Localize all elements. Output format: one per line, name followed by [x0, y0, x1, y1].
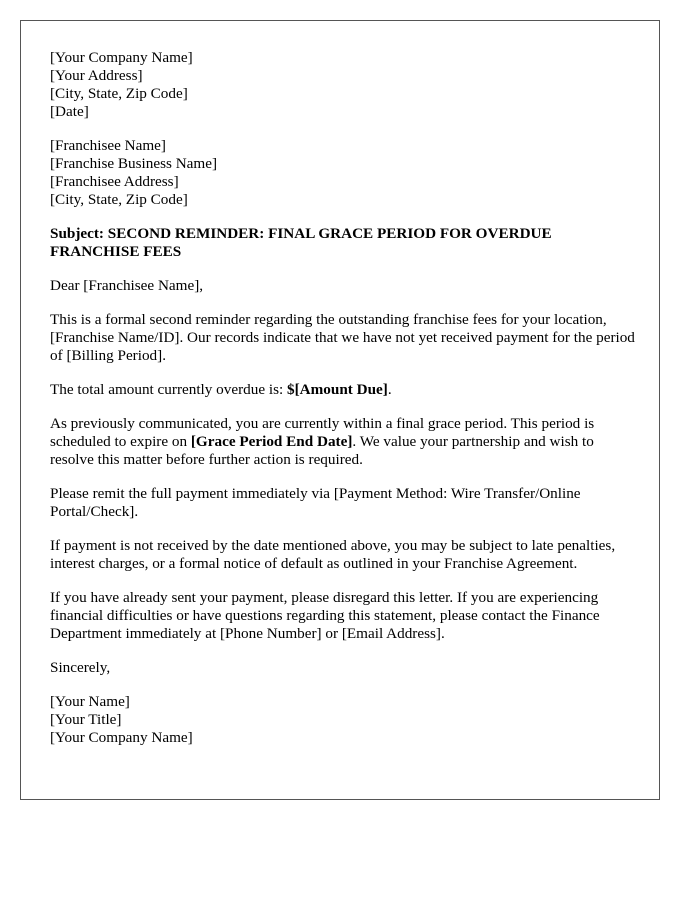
- subject-line: Subject: SECOND REMINDER: FINAL GRACE PERIOD FOR OVERDUE FRANCHISE FEES: [50, 225, 552, 260]
- paragraph-amount: [50, 381, 640, 399]
- signature-name: [Your Name]: [50, 693, 130, 710]
- amount-intro: The total amount currently overdue is:: [50, 381, 288, 398]
- grace-outro: . We value your partnership and wish to resolve this matter before further action is required.: [50, 433, 594, 468]
- signature-title: [Your Title]: [50, 711, 122, 728]
- sender-city-state-zip: [City, State, Zip Code]: [50, 85, 188, 102]
- paragraph-penalties: If payment is not received by the date mentioned above, you may be subject to late penalties, interest charges, or a formal notice of default as outlined in your Franchise Agreement.: [50, 537, 616, 572]
- sender-company: [Your Company Name]: [50, 49, 193, 66]
- salutation: Dear [Franchisee Name],: [50, 277, 204, 294]
- recipient-name: [Franchisee Name]: [50, 137, 166, 154]
- signature-block: [50, 693, 640, 747]
- amount-period: .: [387, 381, 392, 398]
- recipient-address: [Franchisee Address]: [50, 173, 179, 190]
- signature-company: [Your Company Name]: [50, 729, 193, 746]
- letter-content: [50, 49, 640, 763]
- amount-due: $[Amount Due]: [287, 381, 388, 398]
- paragraph-reminder: This is a formal second reminder regarding the outstanding franchise fees for your location, [Franchise Name/ID]. Our records indicate that we have not yet received payment for the period of [Billing Period].: [50, 311, 635, 364]
- recipient-business-name: [Franchise Business Name]: [50, 155, 218, 172]
- grace-intro: As previously communicated, you are currently within a final grace period. This period is scheduled to expire on: [50, 415, 595, 450]
- recipient-block: [50, 137, 640, 209]
- sender-address: [Your Address]: [50, 67, 143, 84]
- grace-end-date: [Grace Period End Date]: [190, 433, 353, 450]
- paragraph-payment-method: Please remit the full payment immediately via [Payment Method: Wire Transfer/Online Portal/Check].: [50, 485, 581, 520]
- letter-page: [20, 20, 660, 800]
- letter-date: [Date]: [50, 103, 89, 120]
- recipient-city-state-zip: [City, State, Zip Code]: [50, 191, 188, 208]
- paragraph-contact: If you have already sent your payment, please disregard this letter. If you are experiencing financial difficulties or have questions regarding this statement, please contact the Finance Department immediately at [Phone Number] or [Email Address].: [50, 589, 600, 642]
- paragraph-grace-period: [50, 415, 640, 469]
- closing: Sincerely,: [50, 659, 111, 676]
- sender-block: [50, 49, 640, 121]
